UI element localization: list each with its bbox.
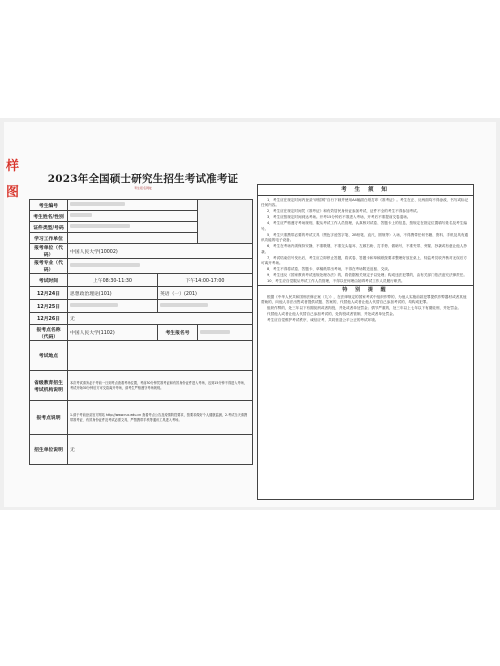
notice-title: 考 生 须 知 [258, 185, 473, 196]
site-note-label: 报考点说明 [30, 401, 68, 435]
row-exam-no [30, 200, 253, 211]
report-major-label: 报考专业（代码） [30, 259, 68, 274]
name-gender-label: 考生姓名/性别 [30, 211, 68, 222]
site-note-text: 1.请于考前登录官方网站 http://www.ruc.edu.cn 查看考点公告及疫情防控要求，按要求做好个人健康监测，2.考试当天请携带准考证、有效身份证件及考试必需文具，严禁携带手机等通讯工具进入考场。 [68, 401, 253, 435]
warning-title: 特 别 提 醒 [342, 287, 389, 294]
redacted-block [70, 213, 92, 217]
redacted-block [160, 303, 208, 307]
notice-item: 2．考生应在规定时间凭《准考证》和有效居民身份证参加考试，证件不全的考生不得参加考试。 [267, 209, 421, 214]
exam-time-pm: 下午14:00-17:00 [158, 274, 253, 287]
report-unit-value: 中国人民大学(10002) [68, 244, 253, 259]
row-day3 [30, 313, 253, 325]
row-report-unit [30, 244, 253, 259]
day3-label: 12月26日 [30, 313, 68, 325]
redacted-block [70, 263, 140, 267]
apply-no-value [198, 325, 253, 341]
day2-label: 12月25日 [30, 300, 68, 313]
row-report-major [30, 259, 253, 274]
exam-no-value [68, 200, 198, 211]
notice-item: 3．考生应按规定时间到达考场。开考15分钟后不准进入考场，开考后不准提前交卷退场。 [267, 215, 411, 220]
exam-time-am: 上午08:30-11:30 [68, 274, 158, 287]
redacted-block [70, 224, 130, 228]
notice-item: 8．考生不得将试卷、答题卡、草稿纸带出考场，不得在考场附近逗留、交谈。 [267, 267, 392, 272]
photo-box [198, 200, 253, 244]
name-gender-value [68, 211, 198, 222]
apply-no-label: 考生报名号 [158, 325, 198, 341]
report-unit-label: 报考单位（代码） [30, 244, 68, 259]
sample-stamp-2: 图 [6, 185, 20, 200]
location-label: 考试地点 [30, 341, 68, 371]
study-unit-label: 学习工作单位 [30, 233, 68, 244]
notice-item: 1．考生应在规定时间内登录“研招网”自行下载并使用A4幅面白纸打印《准考证》。考生在正、反两面均不得涂改、书写或标记任何内容。 [261, 198, 469, 208]
warning-item: 考生应自觉维护考试秩序，诚信应考，共同营造公平公正的考试环境。 [267, 318, 379, 323]
warning-item: 代替他人或者让他人代替自己参加考试的，处拘役或者管制，并处或者单处罚金。 [267, 312, 397, 317]
sample-stamp-1: 样 [6, 159, 20, 174]
notice-item: 7．考试结束信号发出后，考生应立即停止答题，将试卷、答题卡和草稿纸按要求整理好放在桌上，待监考员收齐核对无误后方可离开考场。 [261, 255, 467, 266]
notice-body [258, 196, 473, 326]
card-title: 2023年全国硕士研究生招生考试准考证 [47, 173, 239, 185]
row-day1 [30, 287, 253, 300]
province-org-label: 省级教育招生考试机构说明 [30, 371, 68, 401]
id-label: 证件类型/号码 [30, 222, 68, 233]
row-site-note [30, 401, 253, 435]
notice-item: 4．考生应严格遵守考场规则，服从考试工作人员管理，认真核对试卷、答题卡上的信息，按规定在指定位置填写姓名及考生编号。 [261, 221, 467, 231]
day2-am [68, 300, 158, 313]
day2-pm [158, 300, 253, 313]
day1-am: 思想政治理论(101) [68, 287, 158, 300]
notice-item: 6．考生在考场内须保持安静，不准吸烟，不准交头接耳、左顾右盼、打手势、做暗号，不准夹带、旁窥、抄袭或有意让他人抄袭。 [261, 244, 467, 254]
notice-item: 5．考生只准携带必要的考试文具（黑色字迹签字笔、2B铅笔、直尺、圆规等）入场，不得携带任何书籍、资料、手机及具有通讯功能的电子设备。 [261, 232, 469, 243]
row-site [30, 325, 253, 341]
row-province-org [30, 371, 253, 401]
row-exam-time [30, 274, 253, 287]
redacted-block [200, 330, 230, 334]
row-location [30, 341, 253, 371]
card-subtitle: 考生报名网址 [133, 186, 152, 190]
notice-item: 9．考生违反《国家教育考试违规处理办法》的，将依据相关规定予以处理；构成违法犯罪的，由有关部门依法追究法律责任。 [267, 273, 467, 278]
redacted-block [70, 303, 118, 307]
unit-note-value: 无 [68, 435, 253, 465]
row-day2 [30, 300, 253, 313]
row-unit-note [30, 435, 253, 465]
id-value [68, 222, 198, 233]
site-value: 中国人民大学(1102) [68, 325, 158, 341]
redacted-block [70, 202, 125, 206]
warning-item: 组织作弊的，处三年以下有期徒刑或者拘役，并处或者单处罚金；情节严重的，处三年以上七年以下有期徒刑，并处罚金。 [267, 306, 462, 311]
warning-item: 根据《中华人民共和国刑法修正案（九）》，在法律规定的国家考试中组织作弊的，为他人实施前款犯罪提供作弊器材或者其他帮助的，向他人非法出售或者提供试题、答案的，代替他人或者让他人代替自己参加考试的，均构成犯罪。 [261, 294, 467, 305]
report-major-value [68, 259, 253, 274]
notice-item: 10．考生应自觉服从考试工作人员管理，不得以任何理由妨碍考试工作人员履行职责。 [267, 279, 405, 284]
location-value [68, 341, 253, 371]
day1-pm: 英语（一）(201) [158, 287, 253, 300]
province-org-text: 本次考试请务必于考前一日到考点查看考场位置，考前30分钟凭准考证和有效身份证件进入考场，迟到15分钟不得进入考场，考试开始30分钟后方可交卷离开考场，请考生严格遵守考场规则。 [68, 371, 253, 401]
exam-no-label: 考生编号 [30, 200, 68, 211]
exam-time-label: 考试时间 [30, 274, 68, 287]
study-unit-value [68, 233, 198, 244]
admission-card-table [29, 199, 253, 465]
day3-am: 无 [68, 313, 253, 325]
site-label: 报考点名称（代码） [30, 325, 68, 341]
notice-panel [257, 184, 474, 500]
unit-note-label: 招生单位说明 [30, 435, 68, 465]
day1-label: 12月24日 [30, 287, 68, 300]
